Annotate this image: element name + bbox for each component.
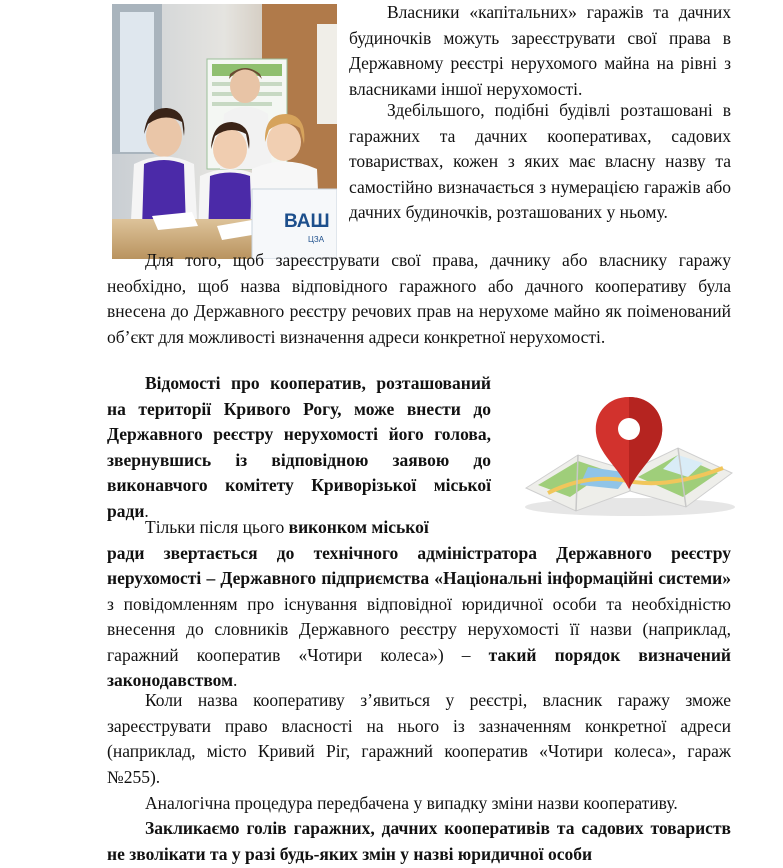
- paragraph-registration-requirement: [107, 248, 731, 350]
- cooperative-info-tail: .: [144, 500, 149, 521]
- paragraph-owners-rights: [349, 0, 731, 102]
- paragraph-name-change: [107, 791, 731, 817]
- paragraph-executive-committee: [107, 515, 731, 694]
- paragraph-owners-rights-text: Власники «капітальних» гаражів та дачних будиночків можуть зареєструвати свої права в Державному реєстрі нерухомого майна на рівні з власниками іншої нерухомості.: [349, 2, 731, 99]
- paragraph-cooperative-info: [107, 371, 491, 524]
- sign-text: ВАШ: [284, 211, 330, 232]
- paragraph-registry-entry-text: Коли назва кооперативу з’явиться у реєстрі, власник гаражу зможе зареєструвати право власності на нього із зазначенням конкретної адреси (наприклад, місто Кривий Ріг, гаражний кооператив «Чотири колеса», гараж №255).: [107, 690, 731, 787]
- executive-committee-plain: з повідомленням про існування відповідної юридичної особи та необхідністю внесення до словників Державного реєстру нерухомості її назви (наприклад, гаражний кооператив «Чотири колеса») –: [107, 593, 731, 665]
- paragraph-cooperatives: [349, 98, 731, 226]
- map-pin-illustration: [518, 393, 740, 518]
- paragraph-appeal: [107, 816, 731, 867]
- office-staff-photo: [112, 4, 337, 259]
- executive-committee-lead-bold: виконком міської: [288, 517, 429, 537]
- sign-small-text: ЦЗА: [308, 235, 325, 244]
- paragraph-appeal-text: Закликаємо голів гаражних, дачних кооперативів та садових товариств не зволікати та у разі будь-яких змін у назві юридичної особи: [107, 818, 731, 864]
- cooperative-info-bold: Відомості про кооператив, розташований на території Кривого Рогу, може внести до Державного реєстру нерухомості його голова, звернувшись із відповідною заявою до виконавчого комітету Криворізької міської ради: [107, 373, 491, 521]
- executive-committee-lead: Тільки після цього: [145, 517, 289, 537]
- executive-committee-bold-end: такий порядок визначений законодавством: [107, 644, 731, 690]
- paragraph-cooperatives-text: Здебільшого, подібні будівлі розташовані в гаражних та дачних кооперативах, садових товариствах, кожен з яких має власну назву та самостійно визначається з нумерацією гаражів або дачних будиночків, розташованих у ньому.: [349, 100, 731, 222]
- paragraph-registration-requirement-text: Для того, щоб зареєструвати свої права, дачнику або власнику гаражу необхідно, щоб назва відповідного гаражного або дачного кооперативу була внесена до Державного реєстру речових прав на нерухоме майно як поіменований об’єкт для можливості визначення адреси конкретної нерухомості.: [107, 250, 731, 347]
- paragraph-registry-entry: [107, 688, 731, 790]
- executive-committee-bold: ради звертається до технічного адміністратора Державного реєстру нерухомості – Державного підприємства «Національні інформаційні системи»: [107, 542, 731, 588]
- office-staff-illustration: [112, 4, 337, 259]
- map-pin-icon: [518, 393, 740, 518]
- paragraph-name-change-text: Аналогічна процедура передбачена у випадку зміни назви кооперативу.: [145, 793, 678, 813]
- executive-committee-tail: .: [233, 670, 238, 690]
